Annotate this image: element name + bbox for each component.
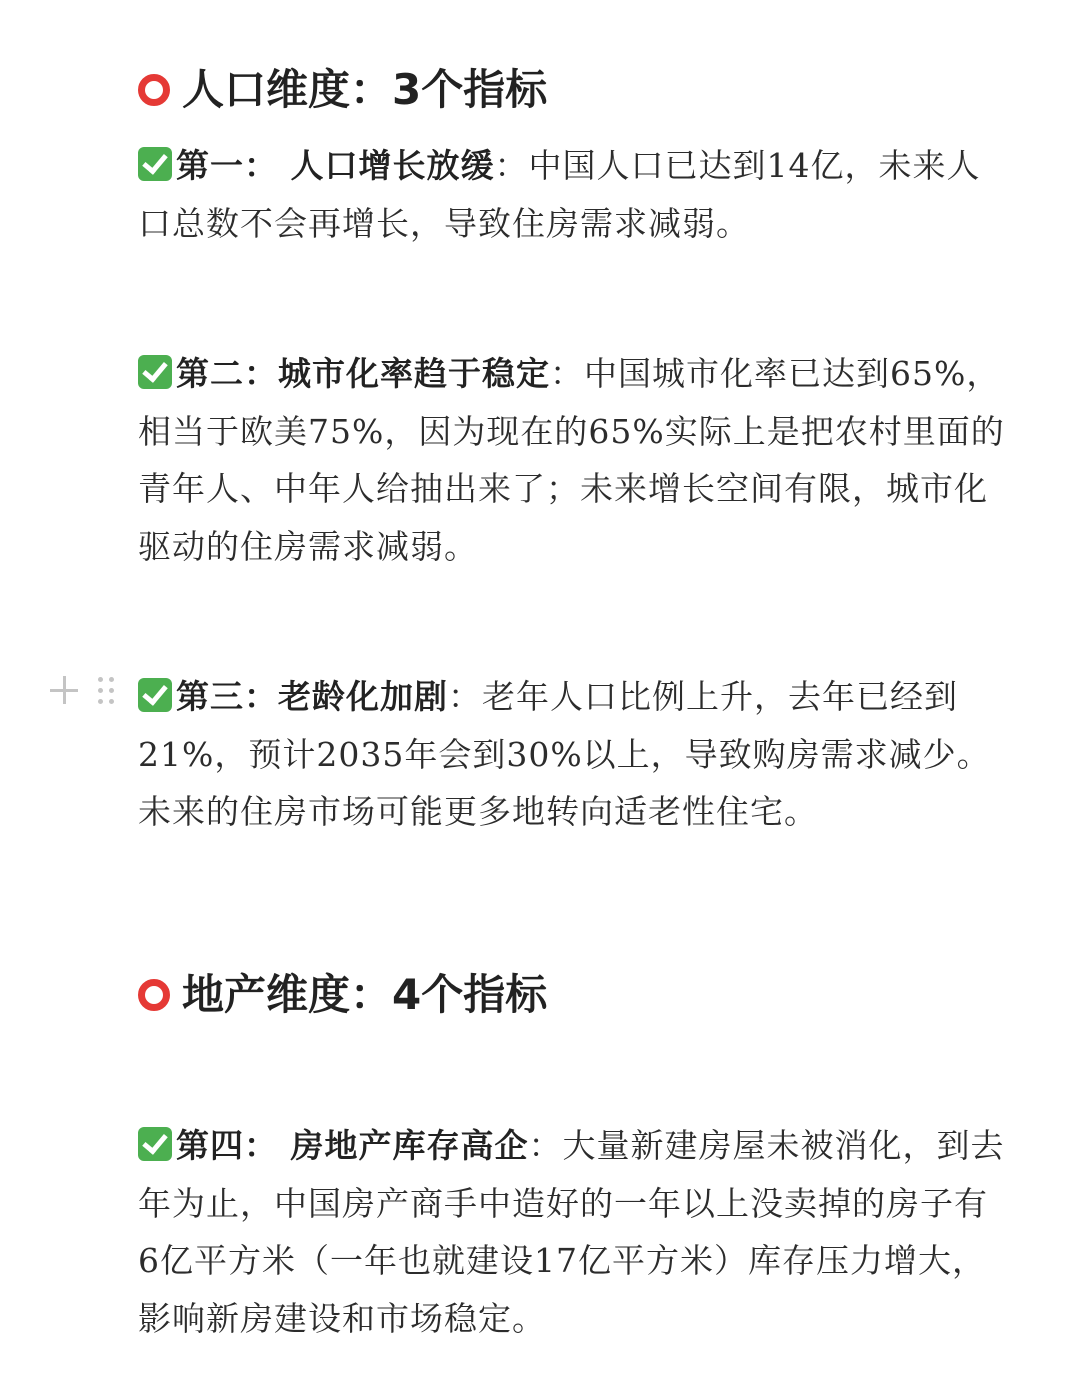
item-lead: 第四： 房地产库存高企: [176, 1126, 529, 1165]
check-mark-icon: [138, 147, 172, 181]
section-heading-population: [138, 64, 1008, 116]
section-heading-real-estate: [138, 969, 1008, 1021]
item-body: ：中国人口已达到14亿，未来人口总数不会再增长，导致住房需求减弱。: [138, 146, 981, 243]
block-handle[interactable]: [50, 676, 114, 704]
plus-icon[interactable]: [50, 676, 78, 704]
item-lead: 第三：老龄化加剧: [176, 677, 448, 716]
item-body: ：大量新建房屋未被消化，到去年为止，中国房产商手中造好的一年以上没卖掉的房子有6亿平方米（一年也就建设17亿平方米）库存压力增大，影响新房建设和市场稳定。: [138, 1126, 1005, 1338]
check-mark-icon: [138, 355, 172, 389]
section-heading-text: 地产维度：4个指标: [182, 970, 548, 1019]
section-heading-text: 人口维度：3个指标: [182, 65, 548, 114]
item-body: ：中国城市化率已达到65%，相当于欧美75%，因为现在的65%实际上是把农村里面的青年人、中年人给抽出来了；未来增长空间有限，城市化驱动的住房需求减弱。: [138, 354, 1005, 566]
list-item[interactable]: [138, 1117, 1008, 1347]
check-mark-icon: [138, 1127, 172, 1161]
list-item[interactable]: [138, 345, 1008, 575]
check-mark-icon: [138, 678, 172, 712]
list-item[interactable]: [138, 137, 1008, 252]
list-item[interactable]: [138, 668, 1008, 841]
drag-handle-icon[interactable]: [98, 677, 114, 704]
red-circle-icon: [138, 74, 170, 106]
item-lead: 第二：城市化率趋于稳定: [176, 354, 550, 393]
item-body: ：老年人口比例上升，去年已经到21%，预计2035年会到30%以上，导致购房需求减少。未来的住房市场可能更多地转向适老性住宅。: [138, 677, 991, 831]
red-circle-icon: [138, 979, 170, 1011]
item-lead: 第一： 人口增长放缓: [176, 146, 495, 185]
